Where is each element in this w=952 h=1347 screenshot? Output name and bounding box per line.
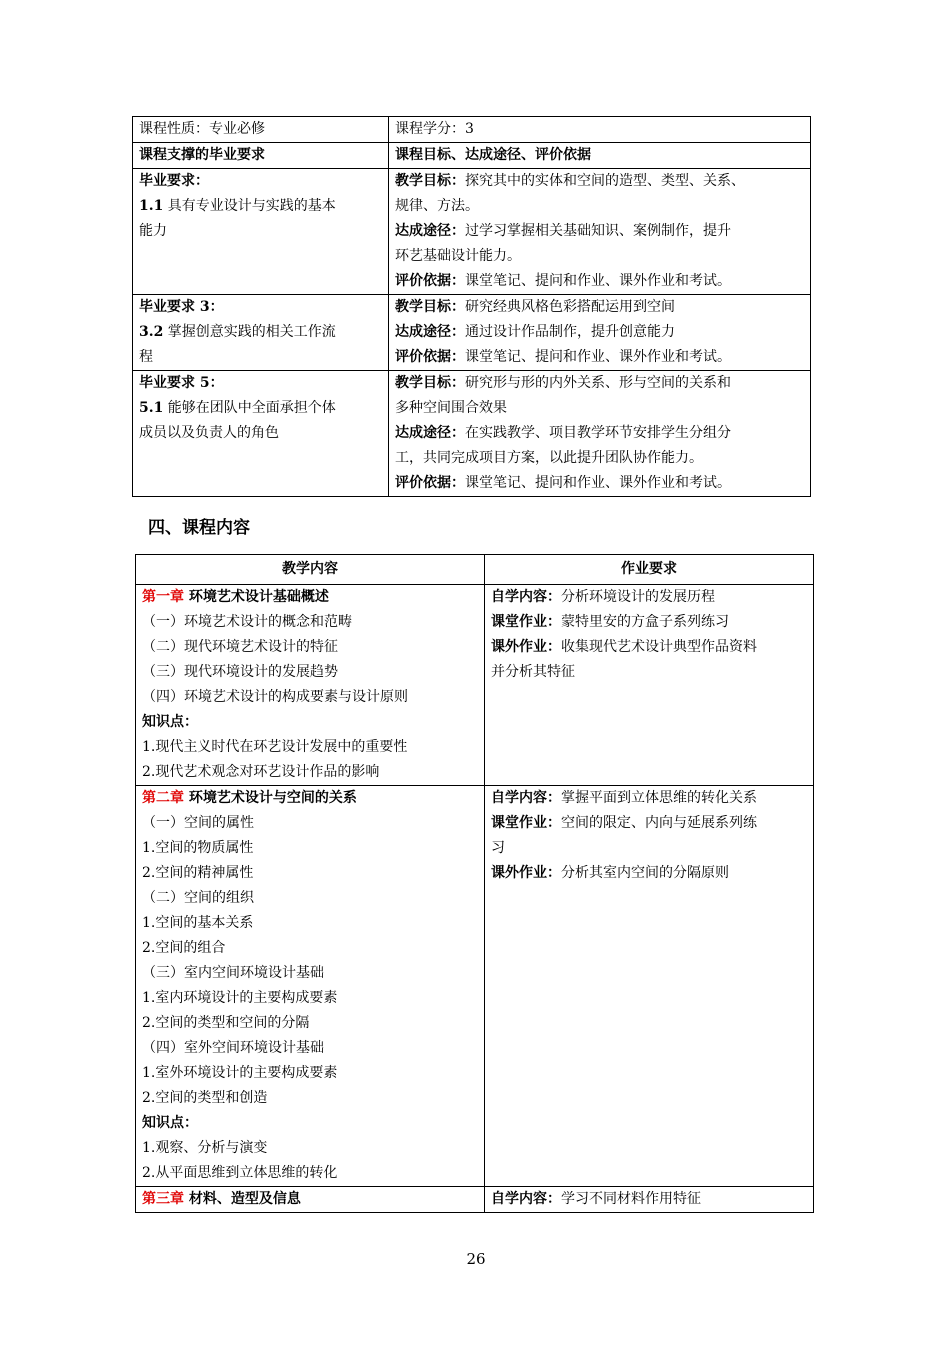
table-row xyxy=(136,585,814,786)
chapter-number: 第三章 xyxy=(142,1191,184,1207)
table-row xyxy=(136,786,814,1187)
table-row xyxy=(133,295,811,371)
assignment-cell: 自学内容：学习不同材料作用特征 xyxy=(485,1187,814,1213)
assignment-cell: 自学内容：分析环境设计的发展历程 课堂作业：蒙特里安的方盒子系列练习 课外作业：收集现代艺术设计典型作品资料 并分析其特征 xyxy=(485,585,814,786)
course-nature-cell: 课程性质：专业必修 xyxy=(133,117,389,143)
requirement-cell: 毕业要求 5： 5.1 能够在团队中全面承担个体 成员以及负责人的角色 xyxy=(133,371,389,497)
header-cell: 作业要求 xyxy=(485,555,814,585)
chapter-title: 环境艺术设计基础概述 xyxy=(184,589,329,605)
chapter-number: 第二章 xyxy=(142,790,184,806)
table-row xyxy=(136,1187,814,1213)
table-row xyxy=(133,117,811,143)
table-row xyxy=(136,555,814,585)
chapter-title: 材料、造型及信息 xyxy=(184,1191,301,1207)
header-cell: 课程目标、达成途径、评价依据 xyxy=(389,143,811,169)
requirement-cell: 毕业要求 3： 3.2 掌握创意实践的相关工作流 程 xyxy=(133,295,389,371)
table-row xyxy=(133,143,811,169)
requirement-cell: 毕业要求： 1.1 具有专业设计与实践的基本 能力 xyxy=(133,169,389,295)
requirements-table xyxy=(132,116,811,497)
table-row xyxy=(133,169,811,295)
course-content-table xyxy=(135,554,814,1213)
content-cell xyxy=(136,1187,485,1213)
assignment-cell: 自学内容：掌握平面到立体思维的转化关系 课堂作业：空间的限定、内向与延展系列练 习 课外作业：分析其室内空间的分隔原则 xyxy=(485,786,814,1187)
chapter-number: 第一章 xyxy=(142,589,184,605)
objective-cell: 教学目标：探究其中的实体和空间的造型、类型、关系、 规律、方法。 达成途径：过学习掌握相关基础知识、案例制作，提升 环艺基础设计能力。 评价依据：课堂笔记、提问和作业、课外作业和考试。 xyxy=(389,169,811,295)
page-number: 26 xyxy=(466,1250,486,1268)
content-cell: 第一章 环境艺术设计基础概述 （一）环境艺术设计的概念和范畴 （二）现代环境艺术设计的特征 （三）现代环境设计的发展趋势 （四）环境艺术设计的构成要素与设计原则 知识点： 1.现代主义时代在环艺设计发展中的重要性 2.现代艺术观念对环艺设计作品的影响 xyxy=(136,585,485,786)
content-cell: 第二章 环境艺术设计与空间的关系 （一）空间的属性 1.空间的物质属性 2.空间的精神属性 （二）空间的组织 1.空间的基本关系 2.空间的组合 （三）室内空间环境设计基础 1.室内环境设计的主要构成要素 2.空间的类型和空间的分隔 （四）室外空间环境设计基础 1.室外环境设计的主要构成要素 2.空间的类型和创造 知识点： 1.观察、分析与演变 2.从平面思维到立体思维的转化 xyxy=(136,786,485,1187)
course-credit-cell: 课程学分：3 xyxy=(389,117,811,143)
chapter-title: 环境艺术设计与空间的关系 xyxy=(184,790,357,806)
objective-cell: 教学目标：研究经典风格色彩搭配运用到空间 达成途径：通过设计作品制作，提升创意能力 评价依据：课堂笔记、提问和作业、课外作业和考试。 xyxy=(389,295,811,371)
header-cell: 课程支撑的毕业要求 xyxy=(133,143,389,169)
table-row xyxy=(133,371,811,497)
objective-cell: 教学目标：研究形与形的内外关系、形与空间的关系和 多种空间围合效果 达成途径：在实践教学、项目教学环节安排学生分组分 工，共同完成项目方案，以此提升团队协作能力。 评价依据：课堂笔记、提问和作业、课外作业和考试。 xyxy=(389,371,811,497)
section-title: 四、课程内容 xyxy=(148,518,250,538)
header-cell: 教学内容 xyxy=(136,555,485,585)
